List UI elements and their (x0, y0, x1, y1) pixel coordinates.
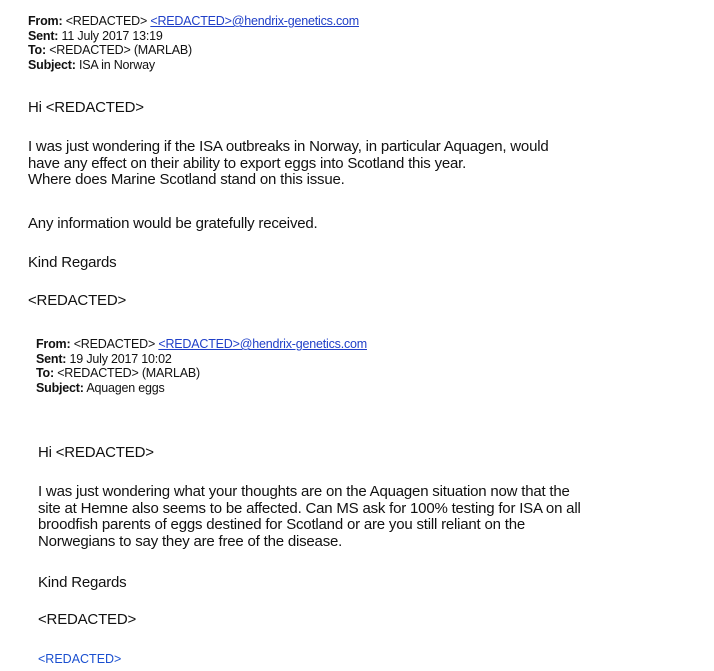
email2-signature: <REDACTED> (38, 611, 137, 628)
email2-paragraph-1 (38, 484, 581, 550)
email2-para1-line1: I was just wondering what your thoughts are on the Aquagen situation now that the (38, 483, 570, 500)
email1-para1-line2: have any effect on their ability to export eggs into Scotland this year. (28, 154, 467, 172)
email2-para1-line3: broodfish parents of eggs destined for Scotland or are you still reliant on the (38, 516, 526, 533)
email2-para1-line2: site at Hemne also seems to be affected. Can MS ask for 100% testing for ISA on all (38, 499, 581, 517)
email1-paragraph-2: Any information would be gratefully received. (28, 215, 318, 232)
email1-to-line (28, 43, 359, 58)
email2-to-line (36, 366, 367, 381)
email2-from-line (36, 337, 367, 352)
email1-para1-line3: Where does Marine Scotland stand on this issue. (28, 171, 345, 188)
email1-para1-line1: I was just wondering if the ISA outbreaks in Norway, in particular Aquagen, would (28, 138, 549, 155)
to-label: To: (36, 366, 54, 380)
email1-subject-line (28, 58, 359, 73)
to-value: <REDACTED> (MARLAB) (49, 43, 192, 57)
sent-label: Sent: (28, 28, 59, 43)
email1-header (28, 14, 359, 72)
email2-closing: Kind Regards (38, 574, 127, 591)
email2-subject-line (36, 381, 367, 396)
email2-footer-link[interactable]: <REDACTED> (38, 652, 122, 666)
from-label: From: (28, 14, 63, 28)
email1-from-line (28, 14, 359, 29)
email2-greeting: Hi <REDACTED> (38, 444, 154, 461)
subject-value: Aquagen eggs (86, 380, 165, 395)
from-name: <REDACTED> (73, 337, 156, 351)
email1-sent-line (28, 29, 359, 44)
email2-para1-line4: Norwegians to say they are free of the disease. (38, 532, 343, 550)
from-label: From: (36, 337, 71, 351)
email1-closing: Kind Regards (28, 254, 117, 271)
to-label: To: (28, 43, 46, 57)
to-value: <REDACTED> (MARLAB) (57, 366, 200, 380)
email1-paragraph-1 (28, 139, 548, 189)
email1-signature: <REDACTED> (28, 292, 127, 309)
email2-header (36, 337, 367, 395)
email1-greeting: Hi <REDACTED> (28, 99, 144, 116)
from-email-link[interactable]: <REDACTED>@hendrix-genetics.com (150, 14, 359, 28)
from-name: <REDACTED> (65, 14, 148, 28)
subject-value: ISA in Norway (79, 57, 155, 72)
sent-date: 19 July 2017 10:02 (69, 351, 172, 366)
sent-label: Sent: (36, 351, 67, 366)
subject-label: Subject: (28, 57, 76, 72)
email2-sent-line (36, 352, 367, 367)
subject-label: Subject: (36, 380, 84, 395)
from-email-link[interactable]: <REDACTED>@hendrix-genetics.com (158, 337, 367, 351)
sent-date: 11 July 2017 13:19 (61, 28, 163, 43)
